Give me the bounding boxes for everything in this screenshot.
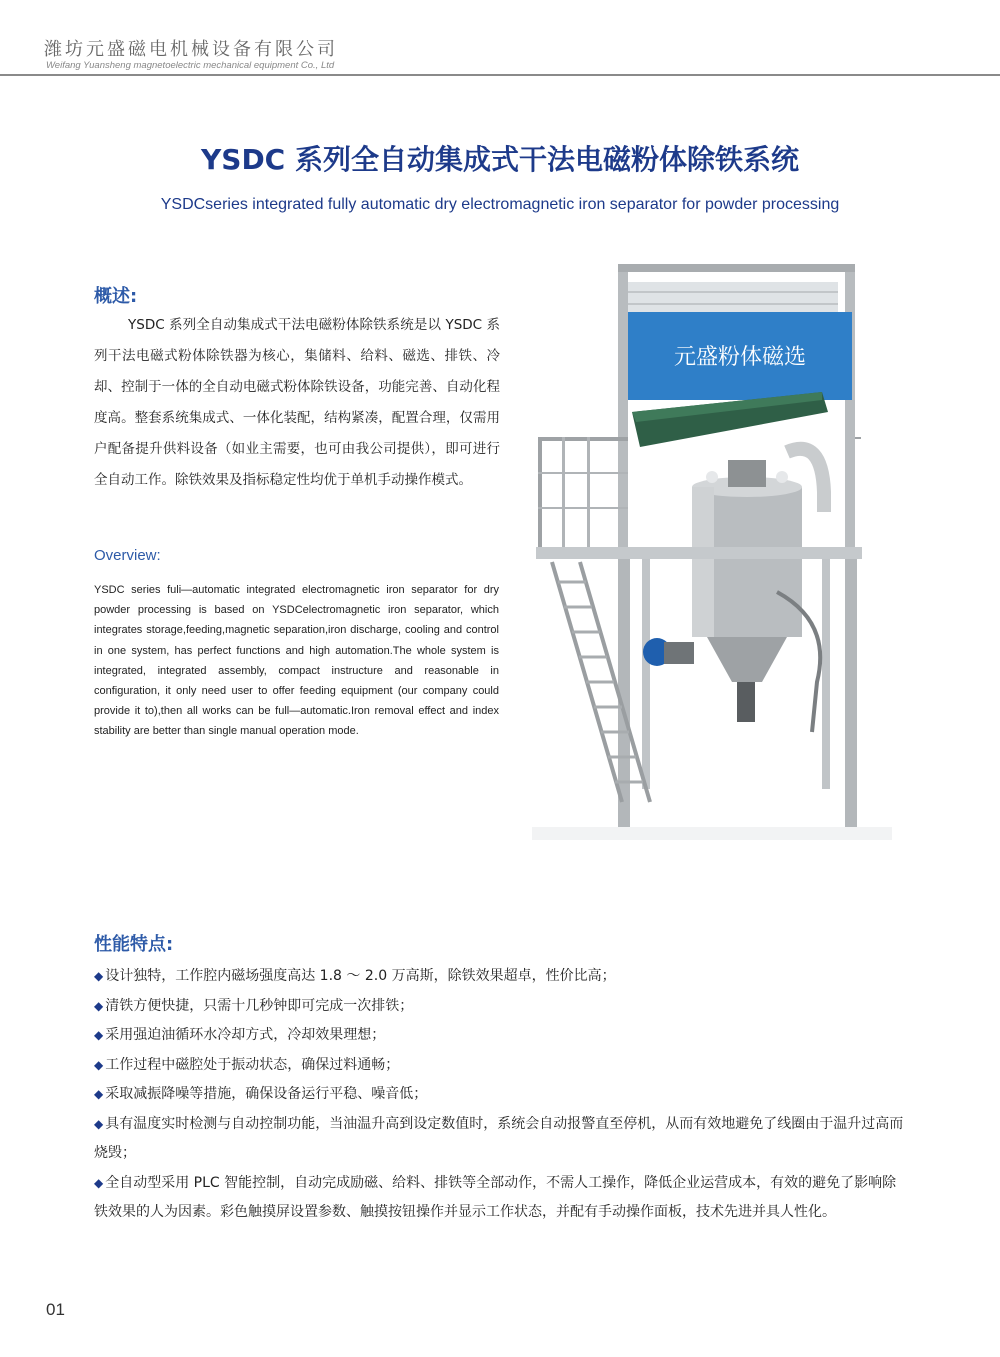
company-name-cn: 潍坊元盛磁电机械设备有限公司 [44, 39, 338, 60]
feature-item [94, 1051, 908, 1081]
feature-text: 采用强迫油循环水冷却方式，冷却效果理想； [105, 1027, 386, 1043]
feature-item [94, 1110, 908, 1169]
feature-text: 清铁方便快捷，只需十几秒钟即可完成一次排铁； [105, 997, 414, 1014]
feature-item [94, 1169, 908, 1228]
feature-item [94, 1080, 908, 1110]
features-heading: 性能特点: [94, 934, 174, 955]
feature-text: 工作过程中磁腔处于振动状态，确保过料通畅； [105, 1056, 400, 1073]
features-list [94, 962, 908, 1228]
feature-text: 设计独特，工作腔内磁场强度高达 1.8 ～ 2.0 万高斯，除铁效果超卓，性价比高； [105, 968, 616, 984]
overview-heading-cn: 概述: [94, 286, 138, 307]
page-title-cn: YSDC 系列全自动集成式干法电磁粉体除铁系统 [201, 143, 799, 176]
feature-text: 采取减振降噪等措施，确保设备运行平稳、噪音低； [105, 1086, 428, 1102]
bullet-icon: ◆ [94, 1116, 104, 1131]
equipment-photo [532, 262, 892, 840]
feature-item [94, 1021, 908, 1051]
feature-text: 具有温度实时检测与自动控制功能，当油温升高到设定数值时，系统会自动报警直至停机，从而有效地避免了线圈由于温升过高而烧毁； [94, 1115, 904, 1161]
bullet-icon: ◆ [94, 1057, 104, 1072]
company-name-en: Weifang Yuansheng magnetoelectric mechanical equipment Co., Ltd [46, 60, 335, 71]
overview-text-cn [94, 310, 500, 496]
feature-text: 全自动型采用 PLC 智能控制，自动完成励磁、给料、排铁等全部动作，不需人工操作，降低企业运营成本，有效的避免了影响除铁效果的人为因素。彩色触摸屏设置参数、触摸按钮操作并显示工作状态，并配有手动操作面板，技术先进并具人性化。 [94, 1174, 897, 1220]
page-title-en: YSDCseries integrated fully automatic dry electromagnetic iron separator for powder processing [160, 196, 840, 213]
page-number: 01 [46, 1300, 65, 1319]
sign-text: 元盛粉体磁选 [673, 345, 807, 370]
overview-heading-en: Overview: [94, 547, 161, 564]
feature-item [94, 962, 908, 992]
bullet-icon: ◆ [94, 969, 104, 983]
bullet-icon: ◆ [94, 1175, 104, 1190]
overview-text-en: YSDC series fuli—automatic integrated electromagnetic iron separator for dry powder processing is based on YSDCelectromagnetic iron separator, which integrates storage,feeding,magnetic separation,iron discharge, cooling and control in one system, has perfect functions and high automation.The whole system is integrated, integrated assembly, compact instructure and reasonable in configuration, it only need user to offer feeding equipment (our company could provide it to),then all works can be full—automatic.Iron removal effect and index stability are better than single manual operation mode. [94, 584, 499, 738]
bullet-icon: ◆ [94, 1028, 104, 1042]
feature-item [94, 992, 908, 1022]
bullet-icon: ◆ [94, 998, 104, 1013]
header-divider [0, 74, 1000, 76]
bullet-icon: ◆ [94, 1087, 104, 1101]
overview-paragraph-cn: YSDC 系列全自动集成式干法电磁粉体除铁系统是以 YSDC 系列干法电磁式粉体除铁器为核心，集储料、给料、磁选、排铁、冷却、控制于一体的全自动电磁式粉体除铁设备，功能完善、自动化程度高。整套系统集成式、一体化装配，结构紧凑，配置合理，仅需用户配备提升供料设备（如业主需要，也可由我公司提供），即可进行全自动工作。除铁效果及指标稳定性均优于单机手动操作模式。 [94, 317, 500, 488]
